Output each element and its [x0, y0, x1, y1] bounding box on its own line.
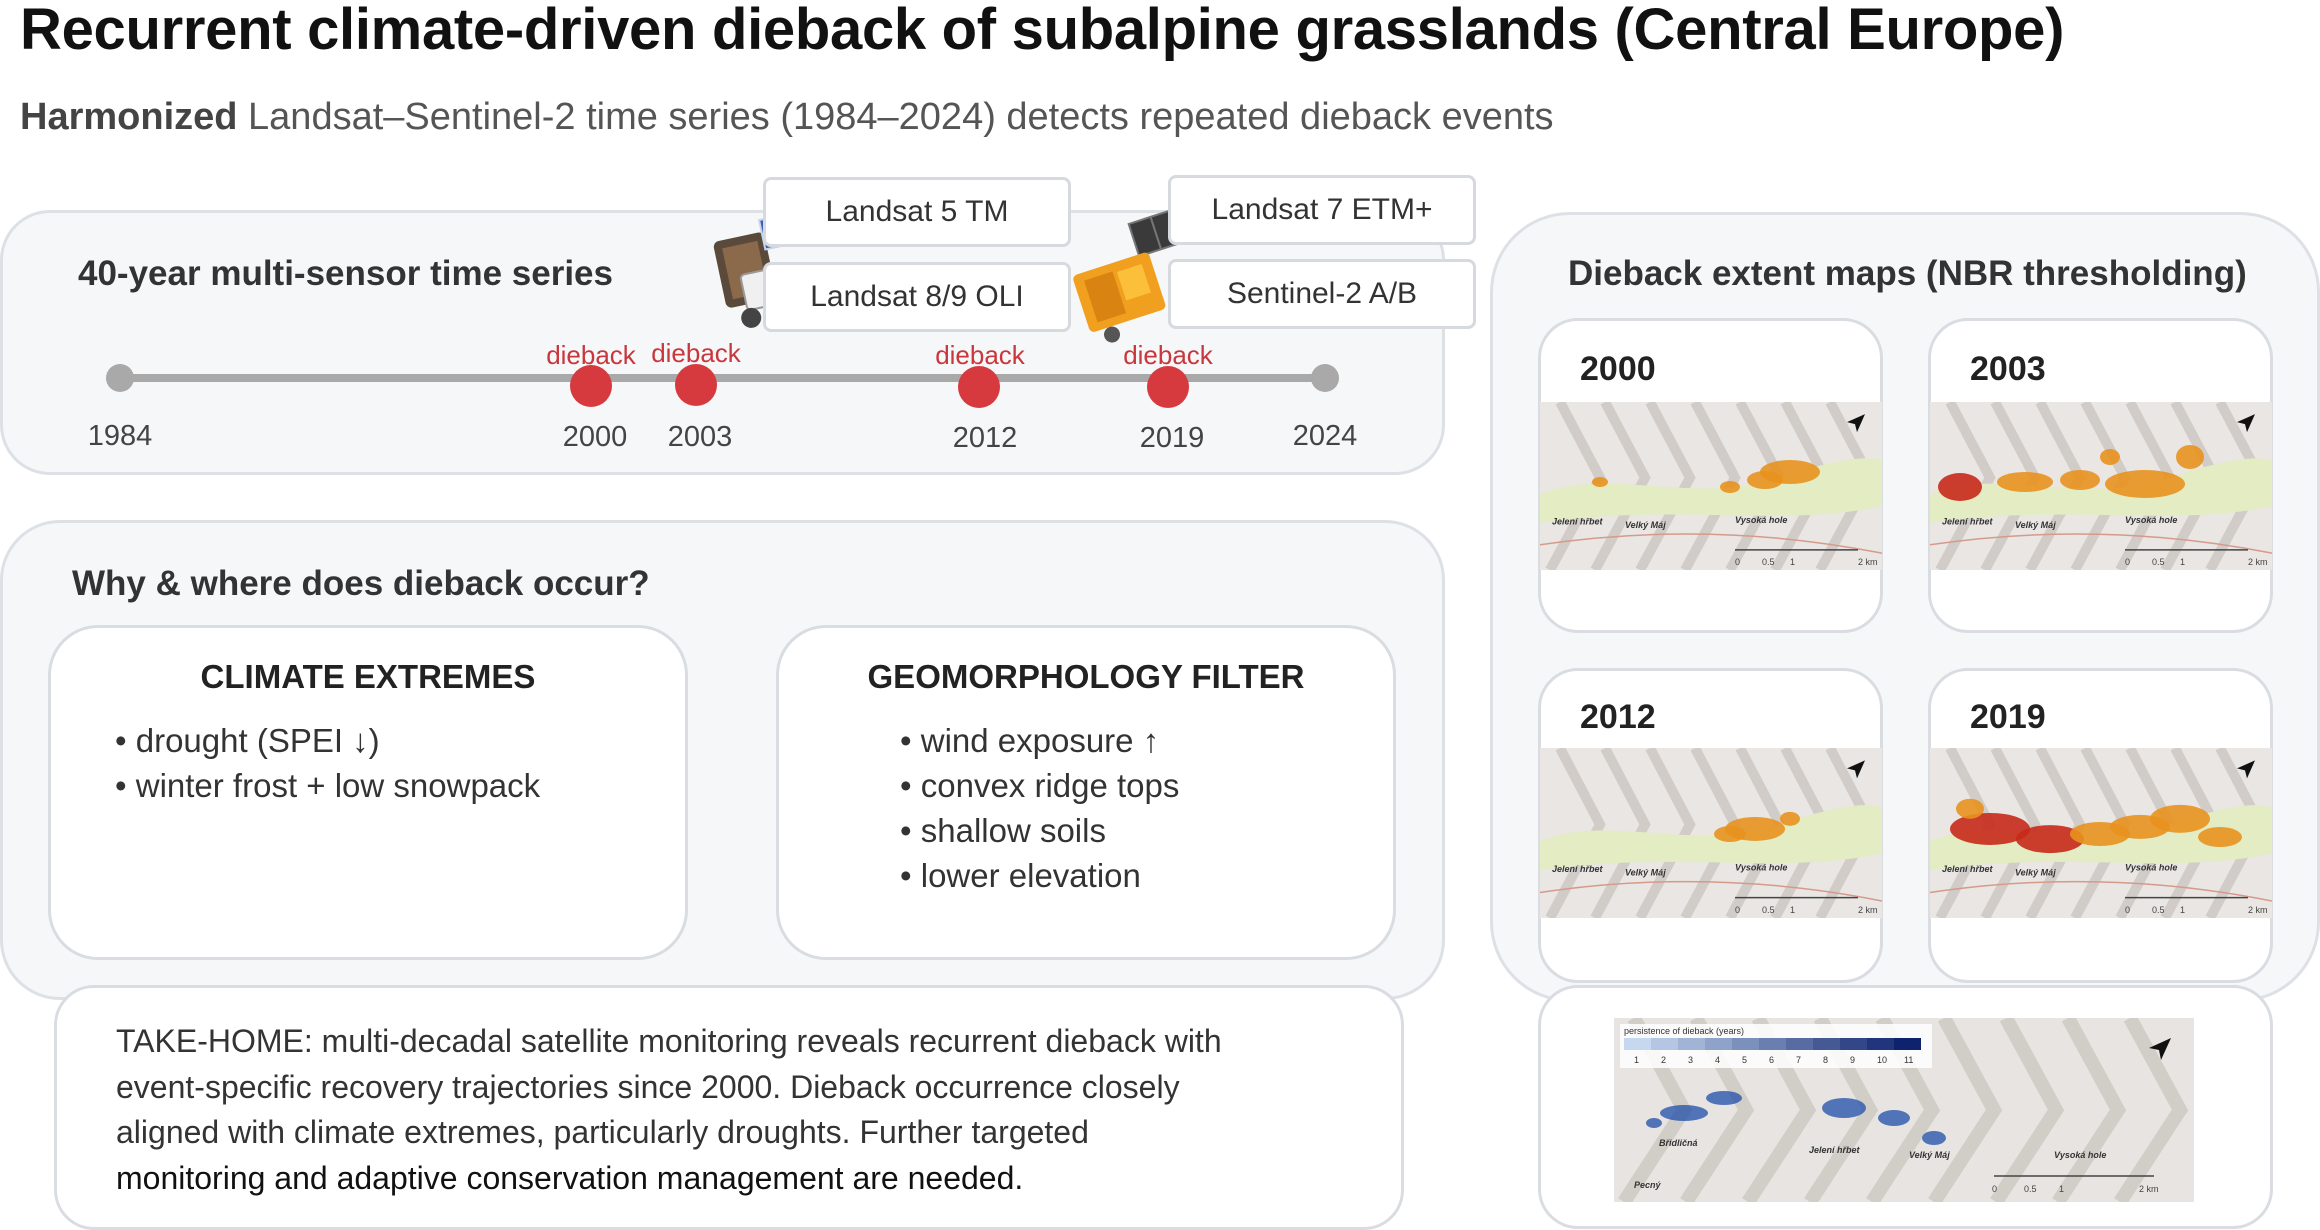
event-label-2003: dieback — [651, 338, 741, 368]
legend-value: 3 — [1688, 1055, 1694, 1065]
scale-label: 1 — [1790, 904, 1796, 915]
scale-label: 2 km — [2248, 904, 2268, 915]
legend-swatch — [1651, 1038, 1678, 1050]
place-label: Vysoká hole — [2125, 514, 2178, 525]
persistence-patch — [1706, 1091, 1742, 1105]
place-label: Velký Máj — [1625, 520, 1666, 530]
maps-heading: Dieback extent maps (NBR thresholding) — [1568, 254, 2247, 293]
why-heading: Why & where does dieback occur? — [72, 564, 650, 603]
dieback-map-2019 — [1930, 748, 2272, 918]
place-label: Pecný — [1634, 1180, 1661, 1190]
timeline-end-year: 2024 — [1292, 420, 1358, 452]
event-label-2019: dieback — [1123, 340, 1213, 370]
dieback-patch — [2176, 445, 2204, 469]
legend-value: 7 — [1796, 1055, 1802, 1065]
dieback-patch — [1592, 477, 1608, 487]
dieback-map-2003 — [1930, 402, 2272, 570]
place-label: Jelení hřbet — [1552, 864, 1603, 875]
timeline-end-dot — [1311, 364, 1339, 392]
geomorphology-list — [900, 718, 1179, 898]
place-label: Velký Máj — [1909, 1150, 1950, 1160]
scale-label: 0.5 — [2152, 904, 2165, 915]
scale-label: 2 km — [2139, 1184, 2159, 1194]
page-title: Recurrent climate-driven dieback of subalpine grasslands (Central Europe) — [20, 0, 2065, 62]
geomorphology-title: GEOMORPHOLOGY FILTER — [867, 658, 1305, 695]
subtitle-rest: Landsat–Sentinel-2 time series (1984–2024) detects repeated dieback events — [237, 96, 1554, 138]
geo-item-elevation: • lower elevation — [900, 853, 1179, 898]
legend-value: 2 — [1661, 1055, 1667, 1065]
dieback-patch — [2060, 470, 2100, 490]
legend-swatch — [1786, 1038, 1813, 1050]
scale-label: 0.5 — [1762, 556, 1775, 567]
takehome-text — [116, 1019, 1222, 1201]
place-label: Vysoká hole — [1735, 514, 1788, 525]
legend-value: 11 — [1904, 1055, 1914, 1065]
sensor-landsat5: Landsat 5 TM — [763, 177, 1071, 247]
map-title-2012: 2012 — [1580, 698, 1656, 736]
climate-title: CLIMATE EXTREMES — [200, 658, 536, 695]
persistence-patch — [1822, 1098, 1866, 1118]
legend-value: 5 — [1742, 1055, 1748, 1065]
scale-label: 2 km — [2248, 556, 2268, 567]
event-year-2000: 2000 — [562, 421, 628, 453]
legend-value: 6 — [1769, 1055, 1775, 1065]
timeline-start-dot — [106, 364, 134, 392]
subtitle-bold: Harmonized — [20, 96, 238, 138]
place-label: Vysoká hole — [2054, 1150, 2107, 1160]
event-year-2003: 2003 — [667, 421, 733, 453]
persistence-map — [1614, 1018, 2194, 1202]
scale-label: 2 km — [1858, 904, 1878, 915]
dieback-map-2000 — [1540, 402, 1882, 570]
legend-value: 9 — [1850, 1055, 1856, 1065]
map-title-2019: 2019 — [1970, 698, 2046, 736]
takehome-line-2: event-specific recovery trajectories since 2000. Dieback occurrence closely — [116, 1068, 1180, 1105]
event-year-2012: 2012 — [952, 422, 1018, 454]
legend-value: 4 — [1715, 1055, 1721, 1065]
persistence-patch — [1660, 1105, 1708, 1121]
climate-list — [115, 718, 540, 808]
event-dot-2000 — [570, 365, 612, 407]
geo-item-wind: • wind exposure ↑ — [900, 718, 1179, 763]
dieback-patch — [2150, 805, 2210, 833]
place-label: Břidličná — [1659, 1138, 1698, 1148]
takehome-line-3: aligned with climate extremes, particularly droughts. Further targeted — [116, 1114, 1089, 1150]
place-label: Vysoká hole — [1735, 862, 1788, 873]
place-label: Jelení hřbet — [1942, 864, 1993, 875]
legend-swatch — [1732, 1038, 1759, 1050]
sensor-landsat89: Landsat 8/9 OLI — [763, 262, 1071, 332]
takehome-line-1: TAKE-HOME: multi-decadal satellite monitoring reveals recurrent dieback with — [116, 1023, 1222, 1059]
geo-item-ridge: • convex ridge tops — [900, 763, 1179, 808]
scale-label: 1 — [2180, 556, 2186, 567]
takehome-line-4: monitoring and adaptive conservation management are needed. — [116, 1159, 1024, 1196]
dieback-patch — [1714, 826, 1746, 842]
dieback-patch — [2100, 449, 2120, 465]
legend-value: 1 — [1634, 1055, 1640, 1065]
legend-swatch — [1624, 1038, 1651, 1050]
event-label-2012: dieback — [935, 340, 1025, 370]
dieback-patch — [1997, 472, 2053, 492]
event-label-2000: dieback — [546, 340, 636, 370]
persistence-patch — [1922, 1131, 1946, 1145]
legend-swatch — [1840, 1038, 1867, 1050]
place-label: Jelení hřbet — [1809, 1145, 1860, 1155]
legend-swatch — [1759, 1038, 1786, 1050]
scale-label: 0.5 — [2152, 556, 2165, 567]
scale-label: 0 — [1992, 1184, 1998, 1194]
geo-item-soil: • shallow soils — [900, 808, 1179, 853]
place-label: Jelení hřbet — [1552, 516, 1603, 527]
dieback-patch — [1956, 799, 1984, 819]
page-subtitle — [20, 96, 1554, 139]
dieback-patch — [1780, 812, 1800, 826]
place-label: Vysoká hole — [2125, 862, 2178, 873]
scale-label: 0 — [2125, 556, 2131, 567]
timeline-heading: 40-year multi-sensor time series — [78, 254, 613, 293]
event-dot-2003 — [675, 364, 717, 406]
place-label: Velký Máj — [2015, 520, 2056, 530]
scale-label: 0 — [1735, 904, 1741, 915]
dieback-patch — [2198, 827, 2242, 847]
place-label: Velký Máj — [1625, 867, 1666, 878]
sensor-landsat7: Landsat 7 ETM+ — [1168, 175, 1476, 245]
scale-label: 1 — [2059, 1184, 2065, 1194]
legend-swatch — [1867, 1038, 1894, 1050]
scale-label: 1 — [2180, 904, 2186, 915]
scale-label: 0.5 — [2024, 1184, 2037, 1194]
dieback-patch — [1720, 481, 1740, 493]
climate-item-frost: • winter frost + low snowpack — [115, 763, 540, 808]
scale-label: 0 — [2125, 904, 2131, 915]
sensor-sentinel2: Sentinel-2 A/B — [1168, 259, 1476, 329]
legend-value: 10 — [1877, 1055, 1888, 1065]
place-label: Velký Máj — [2015, 867, 2056, 878]
legend-swatch — [1678, 1038, 1705, 1050]
dieback-patch — [2105, 470, 2185, 498]
event-dot-2012 — [958, 366, 1000, 408]
event-dot-2019 — [1147, 366, 1189, 408]
scale-label: 2 km — [1858, 556, 1878, 567]
map-title-2000: 2000 — [1580, 350, 1656, 388]
legend-swatch — [1813, 1038, 1840, 1050]
dieback-patch — [1747, 471, 1783, 489]
dieback-map-2012 — [1540, 748, 1882, 918]
climate-item-drought: • drought (SPEI ↓) — [115, 718, 540, 763]
place-label: Jelení hřbet — [1942, 516, 1993, 527]
dieback-patch — [1938, 473, 1982, 501]
legend-swatch — [1705, 1038, 1732, 1050]
persistence-patch — [1646, 1118, 1662, 1128]
legend-swatch — [1894, 1038, 1921, 1050]
legend-value: 8 — [1823, 1055, 1829, 1065]
scale-label: 1 — [1790, 556, 1796, 567]
timeline-start-year: 1984 — [87, 420, 153, 452]
event-year-2019: 2019 — [1139, 422, 1205, 454]
timeline-axis — [120, 374, 1325, 382]
scale-label: 0.5 — [1762, 904, 1775, 915]
map-title-2003: 2003 — [1970, 350, 2046, 388]
persistence-patch — [1878, 1110, 1910, 1126]
legend-title: persistence of dieback (years) — [1624, 1026, 1745, 1036]
scale-label: 0 — [1735, 556, 1741, 567]
